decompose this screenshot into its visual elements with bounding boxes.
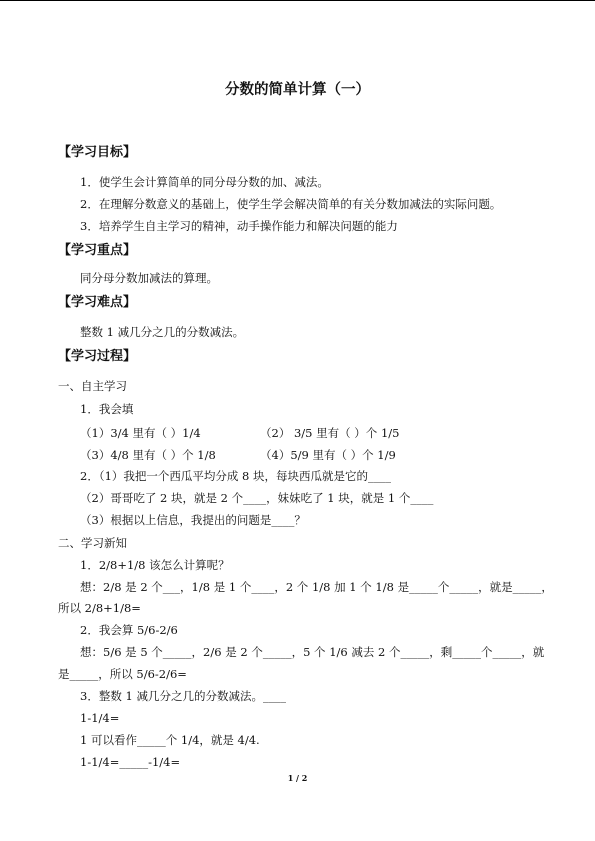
new-1-think: 想：2/8 是 2 个___，1/8 是 1 个____，2 个 1/8 加 1 个 1/8 是_____个_____，就是_____， <box>80 580 553 594</box>
new-1: 1．2/8+1/8 该怎么计算呢？ <box>80 558 230 572</box>
new-3-b: 1 可以看作_____个 1/4，就是 4/4. <box>80 733 260 747</box>
goal-item: 1．使学生会计算简单的同分母分数的加、减法。 <box>80 175 329 189</box>
new-3-a: 1-1/4= <box>80 711 120 725</box>
question-2-1: 2．（1）我把一个西瓜平均分成 8 块，每块西瓜就是它的____ <box>80 469 392 483</box>
new-2-think: 想：5/6 是 5 个_____，2/6 是 2 个_____，5 个 1/6 减去 2 个_____，剩_____个_____，就 <box>80 645 545 659</box>
question-2-2: （2）哥哥吃了 2 块，就是 2 个____，妹妹吃了 1 块，就是 1 个____ <box>80 491 434 505</box>
difficulty-heading: 【学习难点】 <box>58 295 137 310</box>
new-2: 2．我会算 5/6-2/6 <box>80 623 178 637</box>
process-heading: 【学习过程】 <box>58 349 137 364</box>
goal-item: 3．培养学生自主学习的精神，动手操作能力和解决问题的能力 <box>80 219 398 233</box>
fill-item: （4）5/9 里有（ ）个 1/9 <box>260 448 396 462</box>
new-3-c: 1-1/4=_____-1/4= <box>80 755 181 769</box>
new-3: 3．整数 1 减几分之几的分数减法。____ <box>80 689 286 703</box>
goals-heading: 【学习目标】 <box>58 145 137 160</box>
difficulty-text: 整数 1 减几分之几的分数减法。 <box>80 325 245 339</box>
fill-item: （2） 3/5 里有（ ）个 1/5 <box>260 426 400 440</box>
fill-item: （1）3/4 里有（ ）1/4 <box>80 426 201 440</box>
top-rule <box>0 0 595 1</box>
page-number: 1 / 2 <box>287 773 308 783</box>
part2-heading: 二、学习新知 <box>58 536 127 550</box>
key-text: 同分母分数加减法的算理。 <box>80 271 218 285</box>
new-2-so: 是_____，所以 5/6-2/6= <box>58 667 187 681</box>
page-title: 分数的简单计算（一） <box>225 82 370 98</box>
question-2-3: （3）根据以上信息，我提出的问题是____？ <box>80 513 306 527</box>
fill-item: （3）4/8 里有（ ）个 1/8 <box>80 448 216 462</box>
part1-heading: 一、自主学习 <box>58 379 127 393</box>
key-heading: 【学习重点】 <box>58 243 137 258</box>
new-1-so: 所以 2/8+1/8= <box>58 601 141 615</box>
goal-item: 2．在理解分数意义的基础上，使学生学会解决简单的有关分数加减法的实际问题。 <box>80 197 502 211</box>
question-1: 1．我会填 <box>80 402 134 416</box>
